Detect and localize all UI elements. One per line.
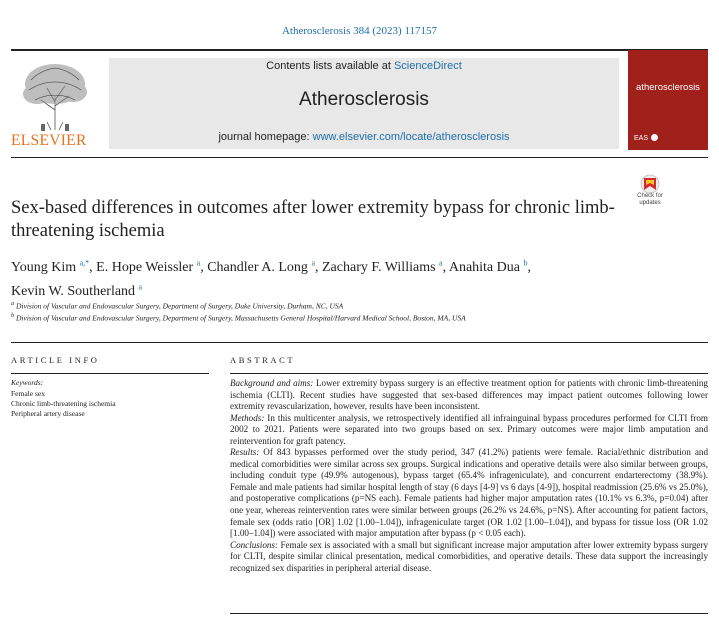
keywords-label: Keywords: — [11, 378, 44, 387]
journal-title: Atherosclerosis — [299, 89, 429, 110]
elsevier-logo — [11, 60, 99, 150]
elsevier-wordmark: ELSEVIER — [11, 132, 87, 149]
keyword: Peripheral artery disease — [11, 409, 85, 418]
author[interactable]: Young Kim $^{a,*}$, — [11, 258, 97, 275]
author[interactable]: Chandler A. Long $^a$, — [207, 258, 322, 275]
article-info-divider — [11, 373, 209, 374]
keyword: Female sex — [11, 389, 45, 398]
check-for-updates-icon — [630, 174, 670, 194]
journal-header-box — [109, 58, 619, 149]
article-title: Sex-based differences in outcomes after lower extremity bypass for chronic limb-threatening ischemia — [11, 198, 615, 241]
author[interactable]: E. Hope Weissler $^a$, — [96, 258, 208, 275]
citation-link[interactable]: Atherosclerosis 384 (2023) 117157 — [281, 25, 438, 37]
abstract-conclusions: Conclusions: Female sex is associated with a small but significant increase major amputation after lower extremity bypass surgery for CLTI, despite similar clinical presentation, medical comorbidities, and operative details. These data support the increasingly recognized sex disparities in peripheral arterial disease. — [230, 539, 708, 573]
journal-cover-thumbnail[interactable] — [628, 50, 708, 150]
abstract-results: Results: Of 843 bypasses performed over the study period, 347 (41.2%) patients were female. Racial/ethnic distribution and medical comorbidities were similar across sex groups. Surgical indications and operative details were also similar between groups, including conduit type (49.9% autogenous), bypass target (65.4% infrageniculate), and concurrent endarterectomy (38.9%). Female and male patients had similar hospital length of stay (6 days [4-9] vs 6 days [4-9]), hospital readmission (25.6% vs 25.0%), and postoperative complications (p=NS each). Female patients had higher major amputation rates (10.1% vs 6.3%, p=0.04) after one year, whereas reintervention rates were similar between groups (26.2% vs 24.6%, p=NS). After accounting for patient factors, female sex (odds ratio [OR] 1.02 [1.00–1.04]), infrageniculate target (OR 1.02 [1.00–1.04]), and bypass for tissue loss (OR 1.02 [1.00–1.04]) were associated with major amputation after bypass (p < 0.05 each). — [230, 447, 708, 539]
section-divider — [11, 342, 708, 343]
journal-homepage-line: journal homepage: www.elsevier.com/locate/atherosclerosis — [218, 131, 510, 143]
cover-eas-logo: EAS — [634, 134, 658, 142]
elsevier-tree-icon — [11, 60, 99, 132]
eas-dot-icon — [651, 134, 658, 141]
author[interactable]: Zachary F. Williams $^a$, — [322, 258, 449, 275]
abstract-divider — [230, 373, 708, 374]
article-info-heading: ARTICLE INFO — [11, 355, 100, 365]
keyword: Chronic limb-threatening ischemia — [11, 399, 116, 408]
abstract-background: Background and aims: Lower extremity bypass surgery is an effective treatment option for patients with chronic limb-threatening ischemia (CLTI). Recent studies have suggested that sex-based differences may impact patient outcomes following lower extremity revascularization, however, results have been inconsistent. — [230, 378, 708, 412]
abstract-bottom-divider — [230, 613, 708, 614]
affiliation: $^a$ Division of Vascular and Endovascular Surgery, Department of Surgery, Duke University, Durham, NC, USA — [11, 300, 344, 311]
journal-citation[interactable] — [0, 25, 719, 37]
contents-line: Contents lists available at ScienceDirect — [266, 60, 462, 72]
header-bottom-divider — [11, 157, 708, 158]
affiliation: $^b$ Division of Vascular and Endovascular Surgery, Department of Surgery, Massachusetts General Hospital/Harvard Medical School, Boston, MA, USA — [11, 312, 466, 323]
header-divider — [11, 49, 708, 51]
keywords-list — [11, 389, 116, 419]
abstract-heading: ABSTRACT — [230, 355, 296, 365]
check-for-updates-label: Check for updates — [637, 193, 663, 206]
journal-homepage-link[interactable]: www.elsevier.com/locate/atherosclerosis — [312, 131, 510, 143]
abstract-body — [230, 378, 708, 574]
author-list — [11, 253, 611, 302]
sciencedirect-link[interactable]: ScienceDirect — [393, 60, 462, 72]
author[interactable]: Anahita Dua $^b$, — [448, 258, 531, 275]
cover-title: atherosclerosis — [636, 82, 700, 93]
author[interactable]: Kevin W. Southerland $^a$ — [11, 282, 143, 300]
abstract-methods: Methods: In this multicenter analysis, we retrospectively identified all infrainguinal bypass procedures performed for CLTI from 2002 to 2021. Patients were separated into two groups based on sex. Primary outcomes were major limb amputation and reintervention for graft patency. — [230, 412, 708, 446]
